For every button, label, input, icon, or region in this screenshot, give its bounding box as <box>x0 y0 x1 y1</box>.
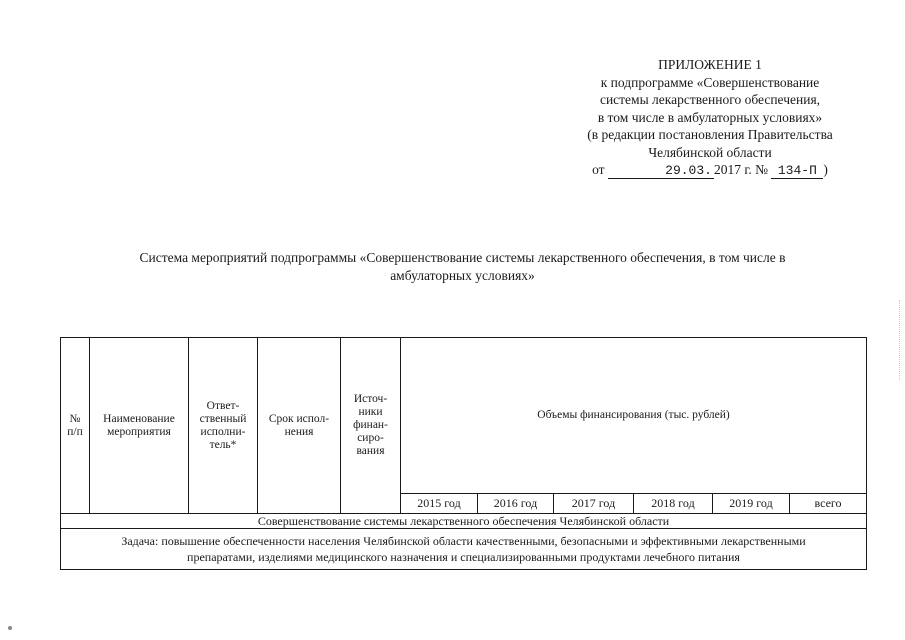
year-cell: 2018 год <box>634 494 713 514</box>
appendix-line: (в редакции постановления Правительства <box>587 127 833 142</box>
appendix-line: в том числе в амбулаторных условиях» <box>597 109 823 125</box>
total-cell: всего <box>790 494 867 514</box>
year-cell: 2017 год <box>554 494 634 514</box>
date-value: 29.03. <box>608 164 714 179</box>
header-responsible: Ответ- ственный исполни- тель* <box>189 338 258 514</box>
appendix-date-line <box>540 161 880 179</box>
header-name: Наименование мероприятия <box>90 338 189 514</box>
header-num: № п/п <box>61 338 90 514</box>
year-text: 2017 г. № <box>713 162 768 177</box>
year-cell: 2015 год <box>401 494 478 514</box>
appendix-line: Челябинской области <box>648 144 772 160</box>
year-cell: 2019 год <box>713 494 790 514</box>
title-line: амбулаторных условиях» <box>390 268 535 283</box>
title-line: Система мероприятий подпрограммы «Совершенствование системы лекарственного обеспечения, в том числе в <box>139 250 786 265</box>
year-cell: 2016 год <box>478 494 554 514</box>
appendix-heading: ПРИЛОЖЕНИЕ 1 <box>658 57 762 72</box>
header-funding: Объемы финансирования (тыс. рублей) <box>401 338 867 494</box>
closing-paren: ) <box>823 162 828 177</box>
header-source: Источ- ники финан- сиро- вания <box>341 338 401 514</box>
measures-table <box>60 337 867 570</box>
section-row <box>61 514 867 529</box>
section-title: Совершенствование системы лекарственного обеспечения Челябинской области <box>61 514 867 529</box>
task-row <box>61 529 867 570</box>
header-row <box>61 338 867 494</box>
scan-artifact <box>899 300 901 380</box>
appendix-line: к подпрограмме «Совершенствование <box>600 74 820 90</box>
header-term: Срок испол- нения <box>258 338 341 514</box>
appendix-block <box>540 56 880 179</box>
scan-speck <box>8 626 12 630</box>
document-title <box>60 249 865 285</box>
appendix-line: системы лекарственного обеспечения, <box>599 92 821 107</box>
decree-number: 134-П <box>771 164 823 179</box>
date-prefix: от <box>592 162 605 177</box>
task-text: Задача: повышение обеспеченности населения Челябинской области качественными, безопасными и эффективными лекарственными препаратами, изделиями медицинского назначения и специализированными продуктами лечебного питания <box>61 529 867 570</box>
